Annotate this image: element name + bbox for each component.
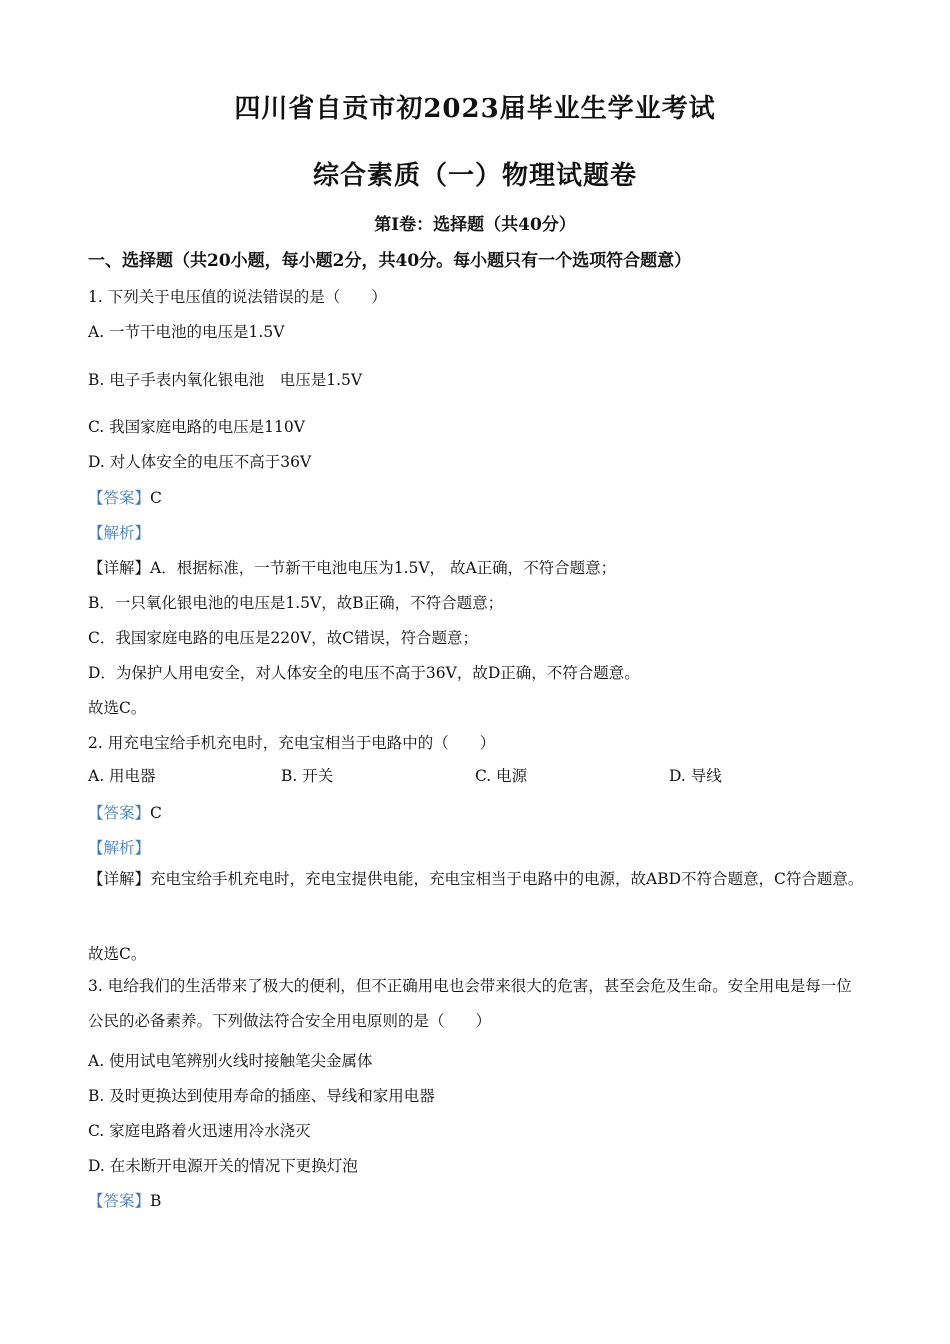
q1-option-c: C. 我国家庭电路的电压是110V: [88, 418, 305, 436]
detail-label: 【详解】: [88, 559, 151, 577]
q3-stem: 3. 电给我们的生活带来了极大的便利，但不正确用电也会带来很大的危害，甚至会危及生命。安全用电是每一位公民的必备素养。下列做法符合安全用电原则的是（ ）: [88, 977, 852, 1030]
q2-answer-value: C: [150, 804, 162, 822]
q3-option-b: B. 及时更换达到使用寿命的插座、导线和家用电器: [88, 1087, 435, 1105]
analysis-label: 【解析】: [88, 524, 151, 542]
q2-analysis: [88, 836, 150, 858]
section-heading: 一、选择题（共20小题，每小题2分，共40分。每小题只有一个选项符合题意）: [88, 251, 692, 271]
q1-detail-text: A．根据标准，一节新干电池电压为1.5V， 故A正确，不符合题意；: [150, 559, 617, 577]
analysis-label: 【解析】: [88, 839, 151, 857]
q1-detail-4: D．为保护人用电安全，对人体安全的电压不高于36V，故D正确，不符合题意。: [88, 664, 640, 682]
q2-option-a: A. 用电器: [88, 767, 156, 785]
q1-answer-value: C: [150, 489, 162, 507]
q1-analysis: [88, 521, 150, 543]
q3-answer: [88, 1189, 161, 1211]
q1-detail-2: B．一只氧化银电池的电压是1.5V，故B正确，不符合题意；: [88, 594, 504, 612]
exam-title: 四川省自贡市初2023届毕业生学业考试: [234, 94, 716, 124]
volume-heading: 第I卷：选择题（共40分）: [374, 215, 576, 235]
q1-option-a: A. 一节干电池的电压是1.5V: [88, 323, 285, 341]
q3-option-c: C. 家庭电路着火迅速用冷水浇灭: [88, 1122, 311, 1140]
q2-stem: 2. 用充电宝给手机充电时，充电宝相当于电路中的（ ）: [88, 734, 496, 752]
q1-option-b: B. 电子手表内氧化银电池 电压是1.5V: [88, 371, 363, 389]
q2-detail: [88, 862, 864, 897]
q3-option-d: D. 在未断开电源开关的情况下更换灯泡: [88, 1157, 358, 1175]
detail-label: 【详解】: [88, 870, 151, 888]
q1-conclusion: 故选C。: [88, 699, 147, 717]
q2-conclusion: 故选C。: [88, 945, 147, 963]
q2-option-b: B. 开关: [281, 767, 334, 785]
q2-detail-text: 充电宝给手机充电时，充电宝提供电能，充电宝相当于电路中的电源，故ABD不符合题意，C符合题意。: [150, 870, 864, 888]
exam-subtitle: 综合素质（一）物理试题卷: [312, 161, 637, 191]
q3-option-a: A. 使用试电笔辨别火线时接触笔尖金属体: [88, 1052, 373, 1070]
q1-stem: 1. 下列关于电压值的说法错误的是（ ）: [88, 288, 387, 306]
q1-option-d: D. 对人体安全的电压不高于36V: [88, 453, 312, 471]
q1-detail-1: [88, 556, 616, 578]
answer-label: 【答案】: [88, 1192, 151, 1210]
answer-label: 【答案】: [88, 804, 151, 822]
q2-answer: [88, 801, 162, 823]
answer-label: 【答案】: [88, 489, 151, 507]
q2-option-d: D. 导线: [669, 767, 722, 785]
q1-answer: [88, 486, 162, 508]
q3-answer-value: B: [150, 1192, 162, 1210]
q2-option-c: C. 电源: [475, 767, 528, 785]
q1-detail-3: C．我国家庭电路的电压是220V，故C错误，符合题意；: [88, 629, 478, 647]
